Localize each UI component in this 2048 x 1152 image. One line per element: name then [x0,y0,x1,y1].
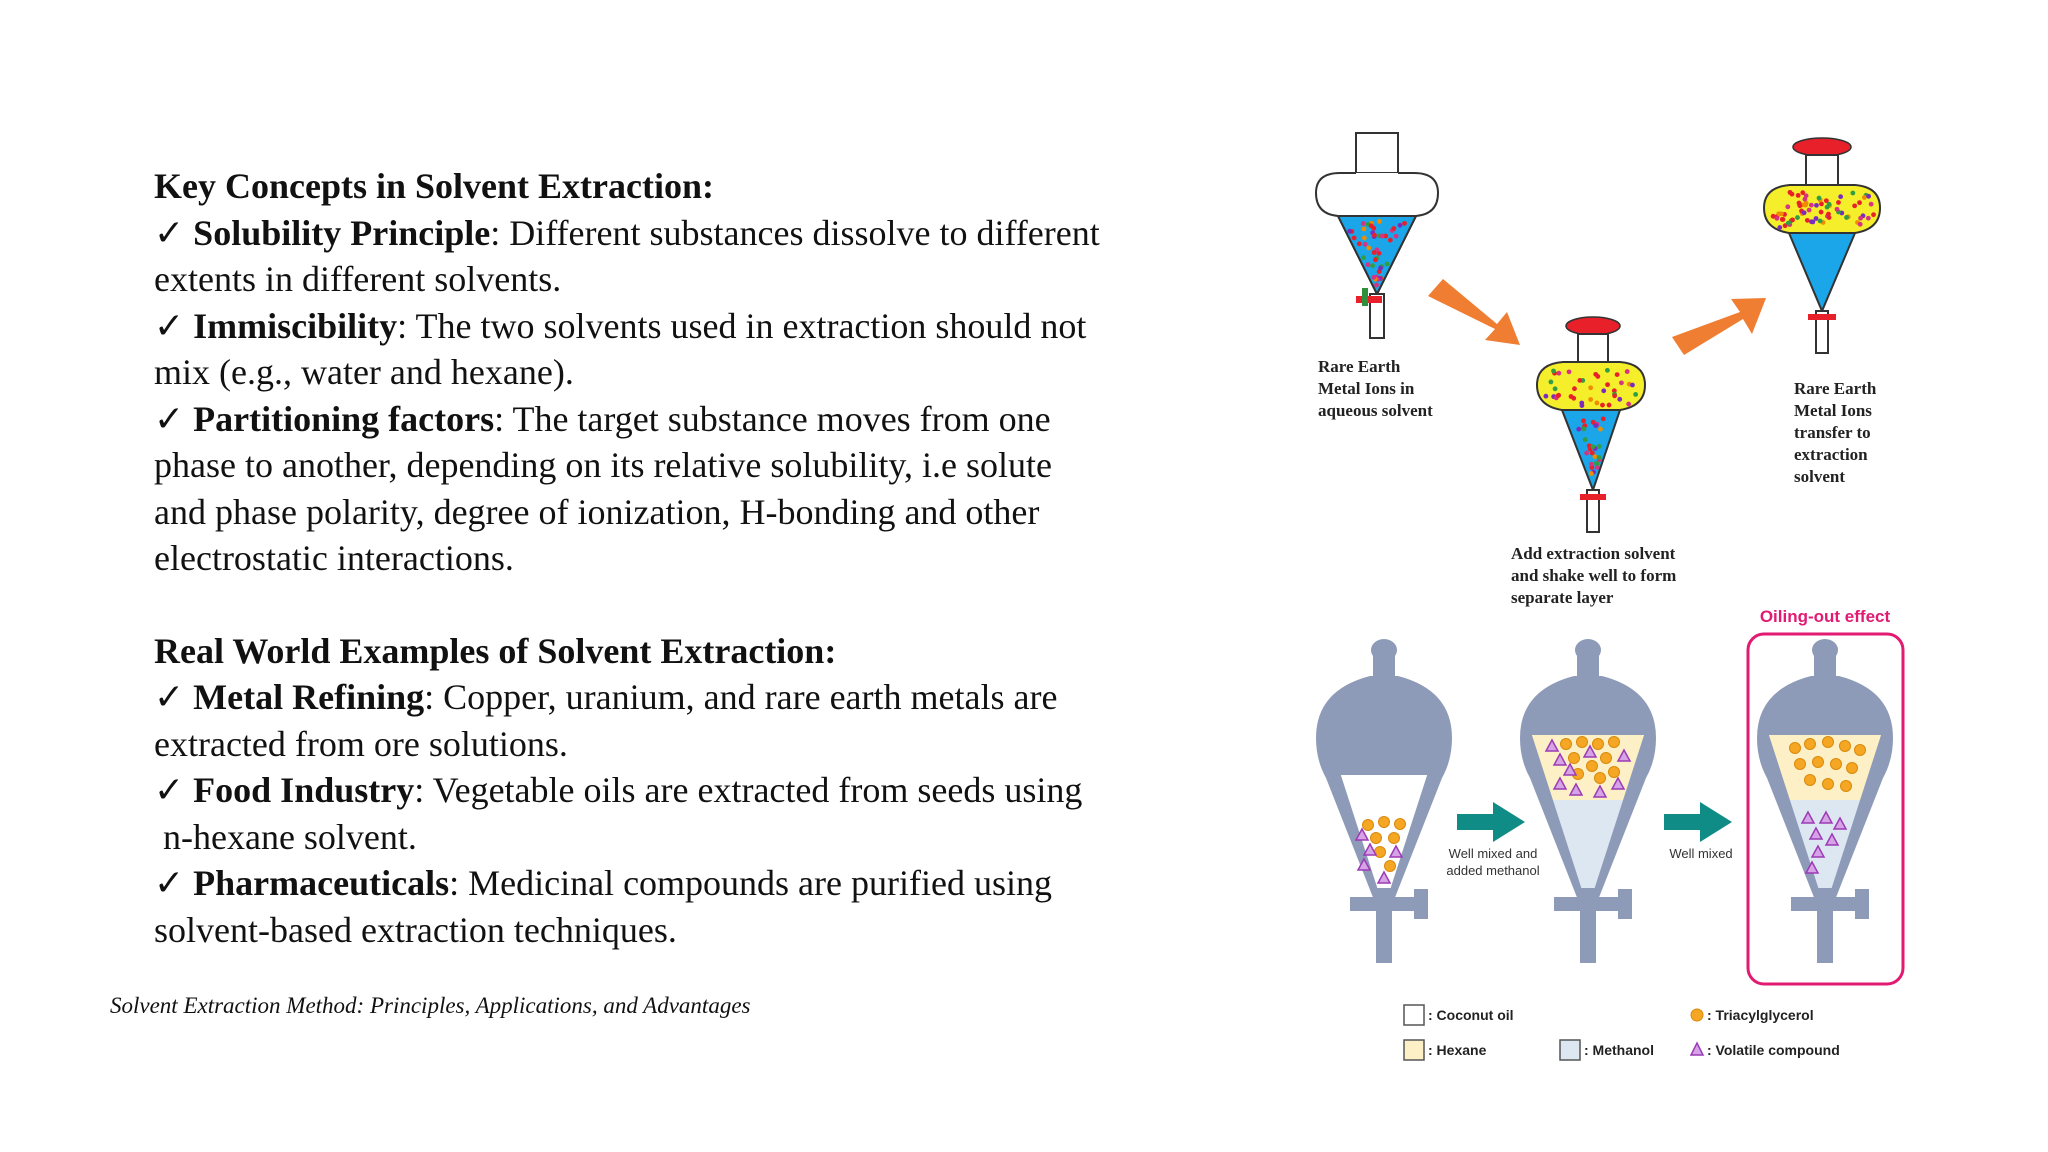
item-partitioning-cont1: phase to another, depending on its relative solubility, i.e solute [154,445,1053,485]
ion-dot [1626,402,1631,407]
ion-dot [1357,241,1362,246]
ion-dot [1589,471,1594,476]
legend-volatile: : Volatile compound [1707,1042,1840,1058]
ion-dot [1871,212,1876,217]
label-transfer-3: transfer to [1794,423,1871,442]
legend-triacylglycerol: : Triacylglycerol [1707,1007,1814,1023]
item-immiscibility: ✓ Immiscibility: The two solvents used in extraction should not [154,305,1087,346]
ion-dot [1588,385,1593,390]
ion-dot [1866,216,1871,221]
label-aqueous-2: Metal Ions in [1318,379,1415,398]
ion-dot [1780,217,1785,222]
triacylglycerol-molecule [1379,817,1390,828]
triacylglycerol-molecule [1395,819,1406,830]
triacylglycerol-molecule [1823,737,1834,748]
ion-dot [1785,204,1790,209]
ion-dot [1818,219,1823,224]
ion-dot [1391,226,1396,231]
ion-dot [1786,221,1791,226]
ion-dot [1814,203,1819,208]
legend-volatile-symbol [1691,1043,1703,1055]
ion-dot [1347,229,1352,234]
ion-dot [1363,242,1368,247]
ion-dot [1796,193,1801,198]
ion-dot [1601,388,1606,393]
label-add-solvent-3: separate layer [1511,588,1614,607]
ion-dot [1857,200,1862,205]
triacylglycerol-molecule [1805,775,1816,786]
legend-hexane: : Hexane [1428,1042,1487,1058]
ion-dot [1577,378,1582,383]
ion-dot [1576,427,1581,432]
ion-dot [1377,219,1382,224]
triacylglycerol-molecule [1577,737,1588,748]
triacylglycerol-molecule [1587,761,1598,772]
arrow-well-mixed-methanol [1457,802,1525,842]
ion-dot [1372,233,1377,238]
ion-dot [1553,386,1558,391]
ion-dot [1372,250,1377,255]
ion-dot [1369,223,1374,228]
ion-dot [1617,397,1622,402]
ion-dot [1612,393,1617,398]
ion-dot [1838,194,1843,199]
arrow-right-up [1672,298,1766,355]
ion-dot [1370,263,1375,268]
ion-dot [1385,262,1390,267]
ion-dot [1594,401,1599,406]
ion-dot [1862,195,1867,200]
ion-dot [1844,215,1849,220]
ion-dot [1593,454,1598,459]
item-partitioning-cont2: and phase polarity, degree of ionization, H-bonding and other [154,491,1040,532]
triacylglycerol-molecule [1375,847,1386,858]
ion-dot [1866,194,1871,199]
ion-dot [1779,211,1784,216]
ion-dot [1378,266,1383,271]
triacylglycerol-molecule [1847,763,1858,774]
ion-dot [1402,221,1407,226]
ion-dot [1584,451,1589,456]
ion-dot [1817,196,1822,201]
item-solubility: ✓ Solubility Principle: Different substances dissolve to different [154,212,1100,253]
ion-dot [1802,197,1807,202]
legend-coconut: : Coconut oil [1428,1007,1514,1023]
item-partitioning: ✓ Partitioning factors: The target substance moves from one [154,398,1051,439]
oiling-out-title: Oiling-out effect [1759,607,1891,626]
ion-dot [1827,215,1832,220]
ion-dot [1549,380,1554,385]
item-metal-refining: ✓ Metal Refining: Copper, uranium, and rare earth metals are [154,677,1058,717]
triacylglycerol-molecule [1609,737,1620,748]
label-add-solvent-1: Add extraction solvent [1511,544,1676,563]
ion-dot [1795,215,1800,220]
ion-dot [1600,403,1605,408]
ion-dot [1582,426,1587,431]
funnel-two-layer [1537,317,1645,532]
ion-dot [1625,369,1630,374]
triacylglycerol-molecule [1813,757,1824,768]
label-transfer-4: extraction [1794,445,1868,464]
triacylglycerol-molecule [1389,833,1400,844]
ion-dot [1556,393,1561,398]
triacylglycerol-molecule [1790,743,1801,754]
ion-dot [1852,203,1857,208]
ion-dot [1380,234,1385,239]
ion-dot [1814,216,1819,221]
ion-dot [1551,369,1556,374]
legend-hexane-swatch [1404,1040,1424,1060]
triacylglycerol-molecule [1823,779,1834,790]
ion-dot [1398,223,1403,228]
label-aqueous-1: Rare Earth [1318,357,1401,376]
ion-dot [1583,437,1588,442]
ion-dot [1790,217,1795,222]
arrow-well-mixed [1664,802,1732,842]
ion-dot [1556,371,1561,376]
ion-dot [1869,202,1874,207]
ion-dot [1601,416,1606,421]
ion-dot [1797,201,1802,206]
funnel-transferred [1764,138,1880,353]
ion-dot [1580,403,1585,408]
ion-dot [1594,423,1599,428]
ion-dot [1809,203,1814,208]
ion-dot [1572,386,1577,391]
ion-dot [1619,380,1624,385]
label-well-mixed: Well mixed [1669,846,1733,861]
ion-dot [1595,374,1600,379]
label-aqueous-3: aqueous solvent [1318,401,1433,420]
ion-dot [1605,382,1610,387]
item-food-industry: ✓ Food Industry: Vegetable oils are extracted from seeds using [154,770,1083,810]
ion-dot [1850,191,1855,196]
legend-methanol: : Methanol [1584,1042,1654,1058]
ion-dot [1615,372,1620,377]
ion-dot [1805,218,1810,223]
ion-dot [1858,222,1863,227]
ion-dot [1362,227,1367,232]
item-metal-refining-cont: extracted from ore solutions. [154,723,568,764]
ion-dot [1567,369,1572,374]
triacylglycerol-molecule [1385,861,1396,872]
legend-methanol-swatch [1560,1040,1580,1060]
ion-dot [1858,216,1863,221]
ion-dot [1372,275,1377,280]
ion-dot [1598,427,1603,432]
ion-dot [1589,462,1594,467]
triacylglycerol-molecule [1855,745,1866,756]
ion-dot [1595,461,1600,466]
ion-dot [1597,455,1602,460]
label-transfer-1: Rare Earth [1794,379,1877,398]
item-solubility-cont: extents in different solvents. [154,259,562,299]
ion-dot [1809,219,1814,224]
ion-dot [1807,208,1812,213]
ion-dot [1633,392,1638,397]
label-transfer-2: Metal Ions [1794,401,1872,420]
ion-dot [1802,210,1807,215]
ion-dot [1394,234,1399,239]
ion-dot [1835,207,1840,212]
heading-key-concepts: Key Concepts in Solvent Extraction: [154,166,714,206]
ion-dot [1352,236,1357,241]
triacylglycerol-molecule [1595,773,1606,784]
legend-triacylglycerol-symbol [1691,1009,1703,1021]
ion-dot [1543,394,1548,399]
ion-dot [1607,403,1612,408]
ion-dot [1777,225,1782,230]
ion-dot [1388,238,1393,243]
ion-dot [1825,205,1830,210]
ion-dot [1605,368,1610,373]
triacylglycerol-molecule [1805,739,1816,750]
triacylglycerol-molecule [1841,781,1852,792]
ion-dot [1800,190,1805,195]
ion-dot [1374,283,1379,288]
ion-dot [1591,444,1596,449]
triacylglycerol-molecule [1840,741,1851,752]
triacylglycerol-molecule [1371,833,1382,844]
triacylglycerol-molecule [1363,820,1374,831]
ion-dot [1771,214,1776,219]
label-add-solvent-2: and shake well to form [1511,566,1677,585]
ion-dot [1373,257,1378,262]
label-transfer-5: solvent [1794,467,1845,486]
label-well-mixed-methanol-1: Well mixed and [1448,846,1538,861]
ion-dot [1361,221,1366,226]
ion-dot [1366,262,1371,267]
triacylglycerol-molecule [1561,739,1572,750]
triacylglycerol-molecule [1601,753,1612,764]
item-partitioning-cont3: electrostatic interactions. [154,538,514,578]
ion-dot [1362,236,1367,241]
ion-dot [1790,192,1795,197]
ion-dot [1819,210,1824,215]
ion-dot [1836,200,1841,205]
triacylglycerol-molecule [1831,759,1842,770]
ion-dot [1366,246,1371,251]
item-immiscibility-cont: mix (e.g., water and hexane). [154,352,574,392]
triacylglycerol-molecule [1795,759,1806,770]
ion-dot [1581,418,1586,423]
item-pharma-cont: solvent-based extraction techniques. [154,909,677,950]
label-well-mixed-methanol-2: added methanol [1446,863,1540,878]
ion-dot [1630,383,1635,388]
item-food-industry-cont: n-hexane solvent. [154,816,417,857]
figure-caption: Solvent Extraction Method: Principles, Applications, and Advantages [110,993,751,1018]
ion-dot [1569,394,1574,399]
triacylglycerol-molecule [1569,753,1580,764]
ion-dot [1361,255,1366,260]
legend-coconut-swatch [1404,1005,1424,1025]
triacylglycerol-molecule [1609,767,1620,778]
heading-real-world: Real World Examples of Solvent Extraction: [154,630,837,671]
arrow-right-down [1428,279,1520,345]
ion-dot [1588,397,1593,402]
ion-dot [1597,444,1602,449]
item-pharma: ✓ Pharmaceuticals: Medicinal compounds are purified using [154,863,1052,903]
triacylglycerol-molecule [1593,739,1604,750]
